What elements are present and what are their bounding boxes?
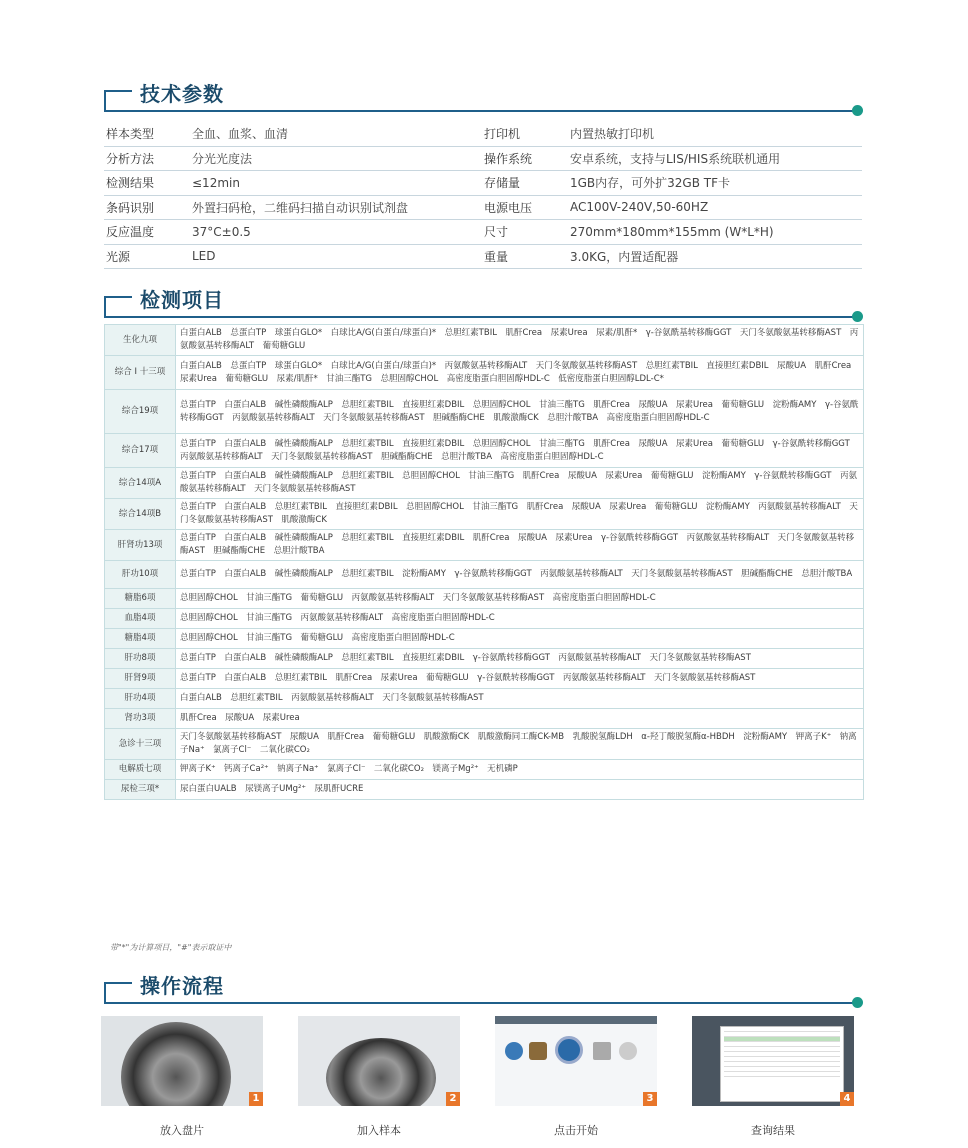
param-key: 光源 [106, 249, 131, 264]
panel-contents: 总蛋白TP 白蛋白ALB 碱性磷酸酶ALP 总胆红素TBIL 直接胆红素DBIL 总胆固醇CHOL 甘油三酯TG 肌酐Crea 尿酸UA 尿素Urea 葡萄糖GLU γ-谷氨酰转移酶GGT 丙氨酸氨基转移酶ALT 天门冬氨酸氨基转移酶AST 胆碱酯酶CHE 总胆汁酸TBA 高密度脂蛋白胆固醇HDL-C [176, 434, 864, 468]
table-row [105, 499, 864, 530]
param-key: 尺寸 [484, 225, 509, 240]
param-value: 内置热敏打印机 [570, 127, 655, 142]
panel-contents: 尿白蛋白UALB 尿镁离子UMg²⁺ 尿肌酐UCRE [176, 780, 864, 800]
panel-name: 尿检三项* [105, 780, 176, 800]
param-value: 270mm*180mm*155mm (W*L*H) [570, 224, 774, 239]
param-row [482, 220, 862, 245]
step-1 [101, 1016, 263, 1138]
panel-name: 肾功3项 [105, 709, 176, 729]
panel-name: 肝功8项 [105, 649, 176, 669]
step-3 [495, 1016, 657, 1138]
panel-name: 综合14项A [105, 468, 176, 499]
panel-contents: 总蛋白TP 白蛋白ALB 碱性磷酸酶ALP 总胆红素TBIL 直接胆红素DBIL γ-谷氨酰转移酶GGT 丙氨酸氨基转移酶ALT 天门冬氨酸氨基转移酶AST [176, 649, 864, 669]
table-row [105, 760, 864, 780]
param-row [482, 196, 862, 221]
param-row [482, 122, 862, 147]
test-items-table [104, 324, 864, 800]
panel-name: 生化九项 [105, 325, 176, 356]
panel-contents: 天门冬氨酸氨基转移酶AST 尿酸UA 肌酐Crea 葡萄糖GLU 肌酸激酶CK 肌酸激酶同工酶CK-MB 乳酸脱氢酶LDH α-羟丁酸脱氢酶α-HBDH 淀粉酶AMY 钾离子K⁺ 钠离子Na⁺ 氯离子Cl⁻ 二氧化碳CO₂ [176, 729, 864, 760]
param-value: 3.0KG，内置适配器 [570, 249, 679, 264]
params-left [104, 122, 484, 269]
param-key: 存储量 [484, 176, 521, 191]
table-row [105, 356, 864, 390]
param-row [482, 171, 862, 196]
panel-name: 肝肾功13项 [105, 530, 176, 561]
panel-name: 肝肾9项 [105, 669, 176, 689]
param-value: ≤12min [192, 175, 240, 190]
param-row [104, 122, 484, 147]
param-row [104, 220, 484, 245]
table-row [105, 589, 864, 609]
panel-contents: 钾离子K⁺ 钙离子Ca²⁺ 钠离子Na⁺ 氯离子Cl⁻ 二氧化碳CO₂ 镁离子Mg²⁺ 无机磷P [176, 760, 864, 780]
param-row [482, 147, 862, 172]
panel-contents: 总蛋白TP 白蛋白ALB 总胆红素TBIL 直接胆红素DBIL 总胆固醇CHOL 甘油三酯TG 肌酐Crea 尿酸UA 尿素Urea 葡萄糖GLU 淀粉酶AMY 丙氨酸氨基转移酶ALT 天门冬氨酸氨基转移酶AST 肌酸激酶CK [176, 499, 864, 530]
step-number: 3 [643, 1092, 657, 1106]
panel-contents: 总胆固醇CHOL 甘油三酯TG 葡萄糖GLU 高密度脂蛋白胆固醇HDL-C [176, 629, 864, 649]
panel-name: 糖脂4项 [105, 629, 176, 649]
param-key: 操作系统 [484, 151, 533, 166]
section-title: 技术参数 [140, 82, 224, 106]
panel-name: 肝功4项 [105, 689, 176, 709]
panel-name: 综合14项B [105, 499, 176, 530]
param-value: LED [192, 249, 216, 264]
table-row [105, 561, 864, 589]
param-row [104, 245, 484, 270]
panel-name: 肝功10项 [105, 561, 176, 589]
param-row [104, 147, 484, 172]
step-4 [692, 1016, 854, 1138]
section-header-tech [104, 78, 864, 110]
param-value: 1GB内存，可外扩32GB TF卡 [570, 176, 731, 191]
table-row [105, 709, 864, 729]
footnote: 带"*"为计算项目，"#"表示取证中 [110, 943, 232, 952]
table-row [105, 468, 864, 499]
step-2 [298, 1016, 460, 1138]
param-key: 条码识别 [106, 200, 155, 215]
panel-name: 血脂4项 [105, 609, 176, 629]
param-key: 样本类型 [106, 127, 155, 142]
panel-contents: 总蛋白TP 白蛋白ALB 总胆红素TBIL 肌酐Crea 尿素Urea 葡萄糖GLU γ-谷氨酰转移酶GGT 丙氨酸氨基转移酶ALT 天门冬氨酸氨基转移酶AST [176, 669, 864, 689]
params-right [482, 122, 862, 269]
step-caption: 点击开始 [554, 1124, 598, 1137]
step-number: 4 [840, 1092, 854, 1106]
table-row [105, 729, 864, 760]
table-row [105, 669, 864, 689]
sample-loading-image [326, 1038, 436, 1106]
step-image [692, 1016, 854, 1106]
bracket-decoration [104, 296, 132, 316]
panel-contents: 总蛋白TP 白蛋白ALB 碱性磷酸酶ALP 总胆红素TBIL 直接胆红素DBIL 肌酐Crea 尿酸UA 尿素Urea γ-谷氨酰转移酶GGT 丙氨酸氨基转移酶ALT 天门冬氨酸氨基转移酶AST 胆碱酯酶CHE 总胆汁酸TBA [176, 530, 864, 561]
panel-contents: 白蛋白ALB 总蛋白TP 球蛋白GLO* 白球比A/G(白蛋白/球蛋白)* 丙氨酸氨基转移酶ALT 天门冬氨酸氨基转移酶AST 总胆红素TBIL 直接胆红素DBIL 尿酸UA 肌酐Crea 尿素Urea 葡萄糖GLU 尿素/肌酐* 甘油三酯TG 总胆固醇CHOL 高密度脂蛋白胆固醇HDL-C 低密度脂蛋白胆固醇LDL-C* [176, 356, 864, 390]
param-key: 电源电压 [484, 200, 533, 215]
panel-name: 综合17项 [105, 434, 176, 468]
step-image [298, 1016, 460, 1106]
table-row [105, 780, 864, 800]
dot-decoration [852, 311, 863, 322]
panel-contents: 肌酐Crea 尿酸UA 尿素Urea [176, 709, 864, 729]
step-number: 2 [446, 1092, 460, 1106]
bracket-decoration [104, 90, 132, 110]
param-key: 打印机 [484, 127, 521, 142]
panel-contents: 总胆固醇CHOL 甘油三酯TG 葡萄糖GLU 丙氨酸氨基转移酶ALT 天门冬氨酸氨基转移酶AST 高密度脂蛋白胆固醇HDL-C [176, 589, 864, 609]
param-value: 分光光度法 [192, 151, 253, 166]
step-caption: 查询结果 [751, 1124, 795, 1137]
panel-name: 综合 I 十三项 [105, 356, 176, 390]
step-caption: 放入盘片 [160, 1124, 204, 1137]
panel-contents: 总蛋白TP 白蛋白ALB 碱性磷酸酶ALP 总胆红素TBIL 直接胆红素DBIL 总胆固醇CHOL 甘油三酯TG 肌酐Crea 尿酸UA 尿素Urea 葡萄糖GLU 淀粉酶AMY γ-谷氨酰转移酶GGT 丙氨酸氨基转移酶ALT 天门冬氨酸氨基转移酶AST 胆碱酯酶CHE 肌酸激酶CK 总胆汁酸TBA 高密度脂蛋白胆固醇HDL-C [176, 390, 864, 434]
param-value: 外置扫码枪，二维码扫描自动识别试剂盘 [192, 200, 409, 215]
param-key: 反应温度 [106, 225, 155, 240]
param-value: AC100V-240V,50-60HZ [570, 200, 709, 215]
table-row [105, 434, 864, 468]
table-row [105, 530, 864, 561]
param-key: 分析方法 [106, 151, 155, 166]
divider-line [104, 110, 856, 112]
param-row [104, 196, 484, 221]
step-number: 1 [249, 1092, 263, 1106]
step-image [495, 1016, 657, 1106]
panel-contents: 总蛋白TP 白蛋白ALB 碱性磷酸酶ALP 总胆红素TBIL 总胆固醇CHOL 甘油三酯TG 肌酐Crea 尿酸UA 尿素Urea 葡萄糖GLU 淀粉酶AMY γ-谷氨酰转移酶GGT 丙氨酸氨基转移酶ALT 天门冬氨酸氨基转移酶AST [176, 468, 864, 499]
bracket-decoration [104, 982, 132, 1002]
panel-contents: 白蛋白ALB 总蛋白TP 球蛋白GLO* 白球比A/G(白蛋白/球蛋白)* 总胆红素TBIL 肌酐Crea 尿素Urea 尿素/肌酐* γ-谷氨酰基转移酶GGT 天门冬氨酸氨基转移酶AST 丙氨酸氨基转移酶ALT 葡萄糖GLU [176, 325, 864, 356]
panel-contents: 白蛋白ALB 总胆红素TBIL 丙氨酸氨基转移酶ALT 天门冬氨酸氨基转移酶AST [176, 689, 864, 709]
step-image [101, 1016, 263, 1106]
param-row [482, 245, 862, 270]
section-title: 操作流程 [140, 974, 224, 998]
divider-line [104, 1002, 856, 1004]
dot-decoration [852, 105, 863, 116]
divider-line [104, 316, 856, 318]
param-value: 37°C±0.5 [192, 224, 251, 239]
start-screen-image [495, 1016, 657, 1106]
result-screen-image [720, 1026, 844, 1102]
panel-name: 糖脂6项 [105, 589, 176, 609]
section-header-flow [104, 970, 864, 1002]
reagent-disc-image [121, 1022, 231, 1106]
panel-contents: 总蛋白TP 白蛋白ALB 碱性磷酸酶ALP 总胆红素TBIL 淀粉酶AMY γ-谷氨酰转移酶GGT 丙氨酸氨基转移酶ALT 天门冬氨酸氨基转移酶AST 胆碱酯酶CHE 总胆汁酸TBA [176, 561, 864, 589]
panel-name: 综合19项 [105, 390, 176, 434]
param-key: 检测结果 [106, 176, 155, 191]
table-row [105, 325, 864, 356]
table-row [105, 390, 864, 434]
section-title: 检测项目 [140, 288, 224, 312]
table-row [105, 689, 864, 709]
panel-contents: 总胆固醇CHOL 甘油三酯TG 丙氨酸氨基转移酶ALT 高密度脂蛋白胆固醇HDL-C [176, 609, 864, 629]
param-value: 全血、血浆、血清 [192, 127, 289, 142]
param-key: 重量 [484, 249, 509, 264]
table-row [105, 649, 864, 669]
panel-name: 急诊十三项 [105, 729, 176, 760]
table-row [105, 609, 864, 629]
section-header-test [104, 284, 864, 316]
panel-name: 电解质七项 [105, 760, 176, 780]
param-row [104, 171, 484, 196]
step-caption: 加入样本 [357, 1124, 401, 1137]
dot-decoration [852, 997, 863, 1008]
table-row [105, 629, 864, 649]
param-value: 安卓系统，支持与LIS/HIS系统联机通用 [570, 151, 781, 166]
